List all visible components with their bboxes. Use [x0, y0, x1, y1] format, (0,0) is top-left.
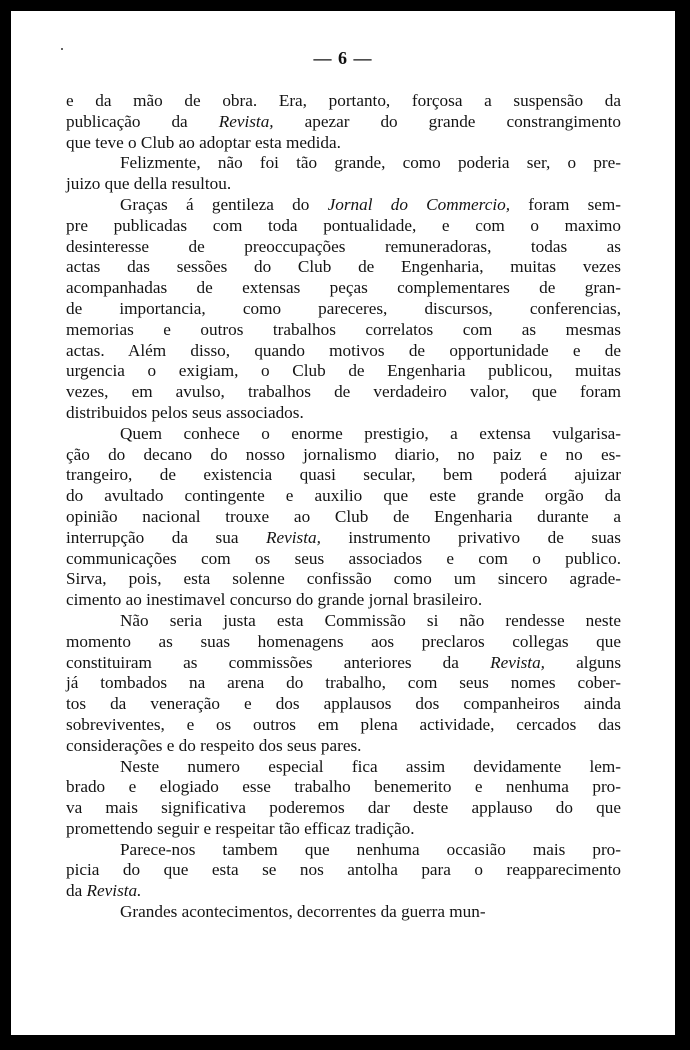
text-line: momento as suas homenagens aos preclaros collegas que	[66, 631, 621, 651]
text-line: Não seria justa esta Commissão si não rendesse neste	[120, 610, 621, 630]
text-line: Parece-nos tambem que nenhuma occasião mais pro-	[120, 839, 621, 859]
text-line: Grandes acontecimentos, decorrentes da guerra mun-	[120, 902, 486, 922]
text-line: e da mão de obra. Era, portanto, forçosa a suspensão da	[66, 91, 621, 110]
document-page	[11, 11, 675, 1035]
text-line: interrupção da sua Revista, instrumento privativo de suas	[66, 527, 621, 547]
text-line: considerações e do respeito dos seus pares.	[66, 735, 362, 755]
text-line: Quem conhece o enorme prestigio, a extensa vulgarisa-	[120, 423, 621, 443]
text-line: que teve o Club ao adoptar esta medida.	[66, 132, 341, 152]
text-line: acompanhadas de extensas peças complementares de gran-	[66, 278, 621, 298]
text-line: brado e elogiado esse trabalho benemerito e nenhuma pro-	[66, 777, 621, 797]
text-line: va mais significativa poderemos dar deste applauso do que	[66, 798, 621, 818]
text-line: opinião nacional trouxe ao Club de Engenharia durante a	[66, 506, 621, 526]
text-line: sobreviventes, e os outros em plena actividade, cercados das	[66, 714, 621, 734]
text-line: ção do decano do nosso jornalismo diario, no paiz e no es-	[66, 444, 621, 464]
text-line: Graças á gentileza do Jornal do Commercio, foram sem-	[120, 194, 621, 214]
text-line: de importancia, como pareceres, discursos, conferencias,	[66, 298, 621, 318]
text-line: juizo que della resultou.	[66, 174, 232, 194]
text-line: urgencia o exigiam, o Club de Engenharia publicou, muitas	[66, 361, 621, 381]
italic-title: Revista,	[218, 111, 274, 131]
italic-title: Revista,	[265, 527, 321, 547]
text-line: cimento ao inestimavel concurso do grande jornal brasileiro.	[66, 590, 483, 610]
text-line: vezes, em avulso, trabalhos de verdadeiro valor, que foram	[66, 382, 621, 402]
body-text	[66, 91, 621, 923]
text-line: picia do que esta se nos antolha para o reapparecimento	[66, 860, 621, 880]
text-line: já tombados na arena do trabalho, com seus nomes cober-	[66, 673, 621, 693]
text-line: do avultado contingente e auxilio que este grande orgão da	[66, 486, 621, 506]
text-line: publicação da Revista, apezar do grande constrangimento	[66, 111, 621, 131]
text-line: actas. Além disso, quando motivos de opportunidade e de	[66, 340, 621, 360]
page-number: — 6 —	[313, 48, 373, 68]
text-line: trangeiro, de existencia quasi secular, bem poderá ajuizar	[66, 465, 621, 485]
text-line: Sirva, pois, esta solenne confissão como um sincero agrade-	[66, 569, 621, 589]
italic-title: Revista,	[490, 652, 545, 672]
scan-speck	[591, 436, 593, 438]
text-line: Felizmente, não foi tão grande, como poderia ser, o pre-	[120, 153, 621, 173]
text-line: memorias e outros trabalhos correlatos com as mesmas	[66, 319, 621, 339]
text-line: communicações com os seus associados e com o publico.	[66, 548, 621, 568]
text-line: Neste numero especial fica assim devidamente lem-	[120, 756, 621, 776]
scan-speck	[61, 48, 63, 50]
italic-title: Jornal do Commercio,	[327, 194, 511, 214]
text-line: actas das sessões do Club de Engenharia, muitas vezes	[66, 257, 621, 277]
text-line: tos da veneração e dos applausos dos companheiros ainda	[66, 694, 621, 714]
italic-title: Revista.	[86, 881, 142, 901]
text-line: da Revista.	[66, 881, 142, 901]
text-line: desinteresse de preoccupações remuneradoras, todas as	[66, 236, 621, 256]
text-line: promettendo seguir e respeitar tão efficaz tradição.	[66, 818, 415, 838]
text-line: constituiram as commissões anteriores da Revista, alguns	[66, 652, 622, 672]
text-line: distribuidos pelos seus associados.	[66, 402, 304, 422]
text-line: pre publicadas com toda pontualidade, e com o maximo	[66, 215, 621, 235]
